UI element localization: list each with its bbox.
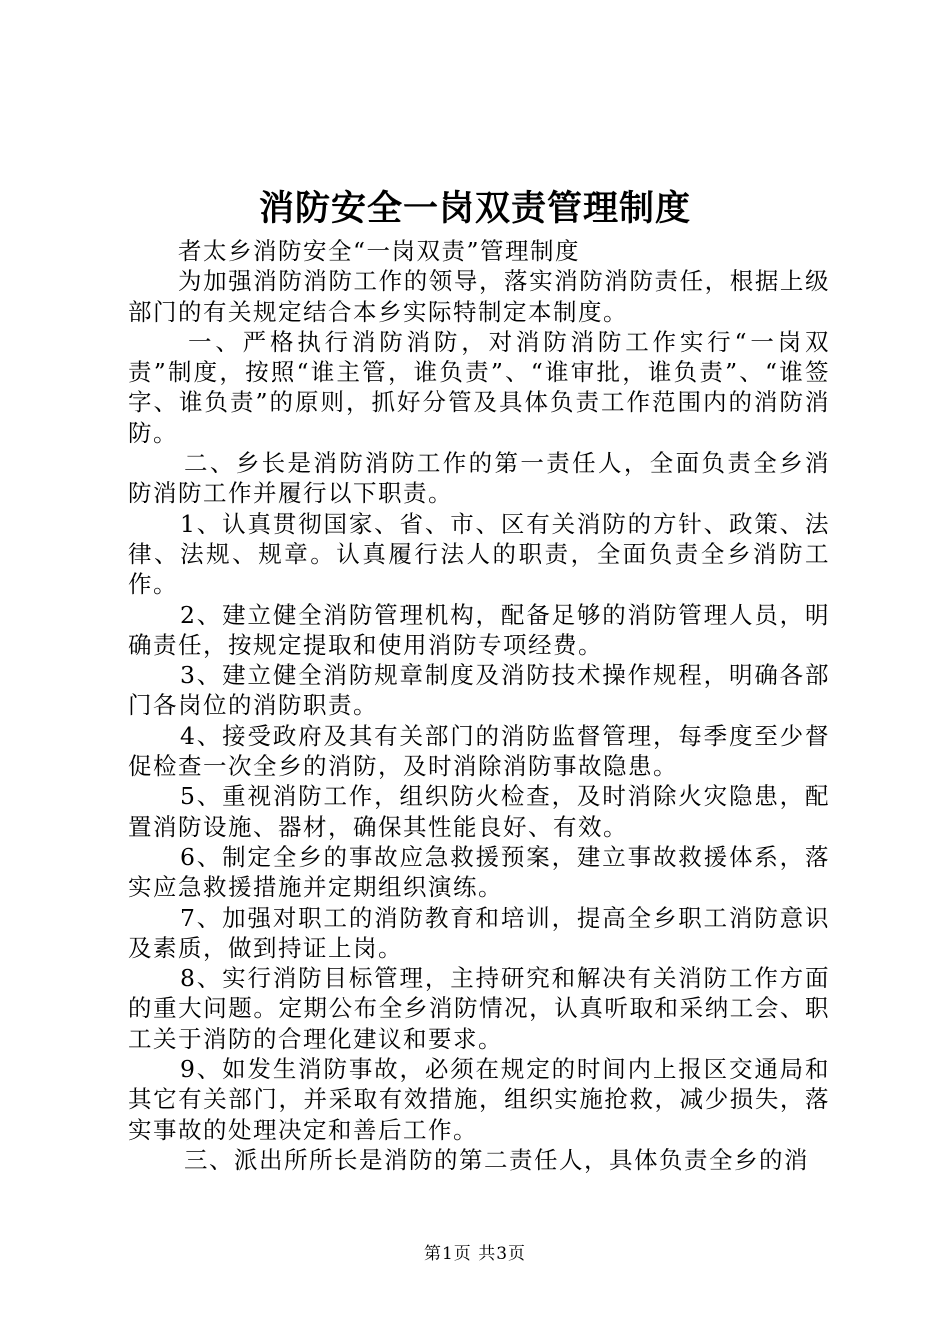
paragraph-section-1: 一、严格执行消防消防，对消防消防工作实行“一岗双责”制度，按照“谁主管，谁负责”、“谁审批，谁负责”、“谁签字、谁负责”的原则，抓好分管及具体负责工作范围内的消防消防。 — [128, 327, 830, 447]
paragraph-item-6: 6、制定全乡的事故应急救援预案，建立事故救援体系，落实应急救援措施并定期组织演练。 — [128, 842, 830, 902]
document-body — [128, 236, 830, 1175]
paragraph-item-5: 5、重视消防工作，组织防火检查，及时消除火灾隐患，配置消防设施、器材，确保其性能良好、有效。 — [128, 782, 830, 841]
paragraph-item-3: 3、建立健全消防规章制度及消防技术操作规程，明确各部门各岗位的消防职责。 — [128, 661, 830, 720]
paragraph-item-7: 7、加强对职工的消防教育和培训，提高全乡职工消防意识及素质，做到持证上岗。 — [128, 903, 830, 962]
paragraph-subtitle: 者太乡消防安全“一岗双责”管理制度 — [178, 237, 581, 265]
paragraph-section-2: 二、乡长是消防消防工作的第一责任人，全面负责全乡消防消防工作并履行以下职责。 — [128, 449, 830, 508]
paragraph-item-8: 8、实行消防目标管理，主持研究和解决有关消防工作方面的重大问题。定期公布全乡消防情况，认真听取和采纳工会、职工关于消防的合理化建议和要求。 — [128, 964, 830, 1053]
paragraph-item-9: 9、如发生消防事故，必须在规定的时间内上报区交通局和其它有关部门，并采取有效措施，组织实施抢救，减少损失，落实事故的处理决定和善后工作。 — [128, 1055, 830, 1144]
paragraph-item-1: 1、认真贯彻国家、省、市、区有关消防的方针、政策、法律、法规、规章。认真履行法人的职责，全面负责全乡消防工作。 — [128, 509, 830, 599]
document-title: 消防安全一岗双责管理制度 — [258, 188, 691, 229]
page-number-footer: 第1页 共3页 — [423, 1244, 527, 1264]
paragraph-item-2: 2、建立健全消防管理机构，配备足够的消防管理人员，明确责任，按规定提取和使用消防专项经费。 — [128, 600, 830, 659]
paragraph-section-3: 三、派出所所长是消防的第二责任人，具体负责全乡的消 — [184, 1145, 809, 1174]
paragraph-item-4: 4、接受政府及其有关部门的消防监督管理，每季度至少督促检查一次全乡的消防，及时消除消防事故隐患。 — [128, 721, 830, 781]
paragraph-intro: 为加强消防消防工作的领导，落实消防消防责任，根据上级部门的有关规定结合本乡实际特制定本制度。 — [128, 267, 830, 326]
